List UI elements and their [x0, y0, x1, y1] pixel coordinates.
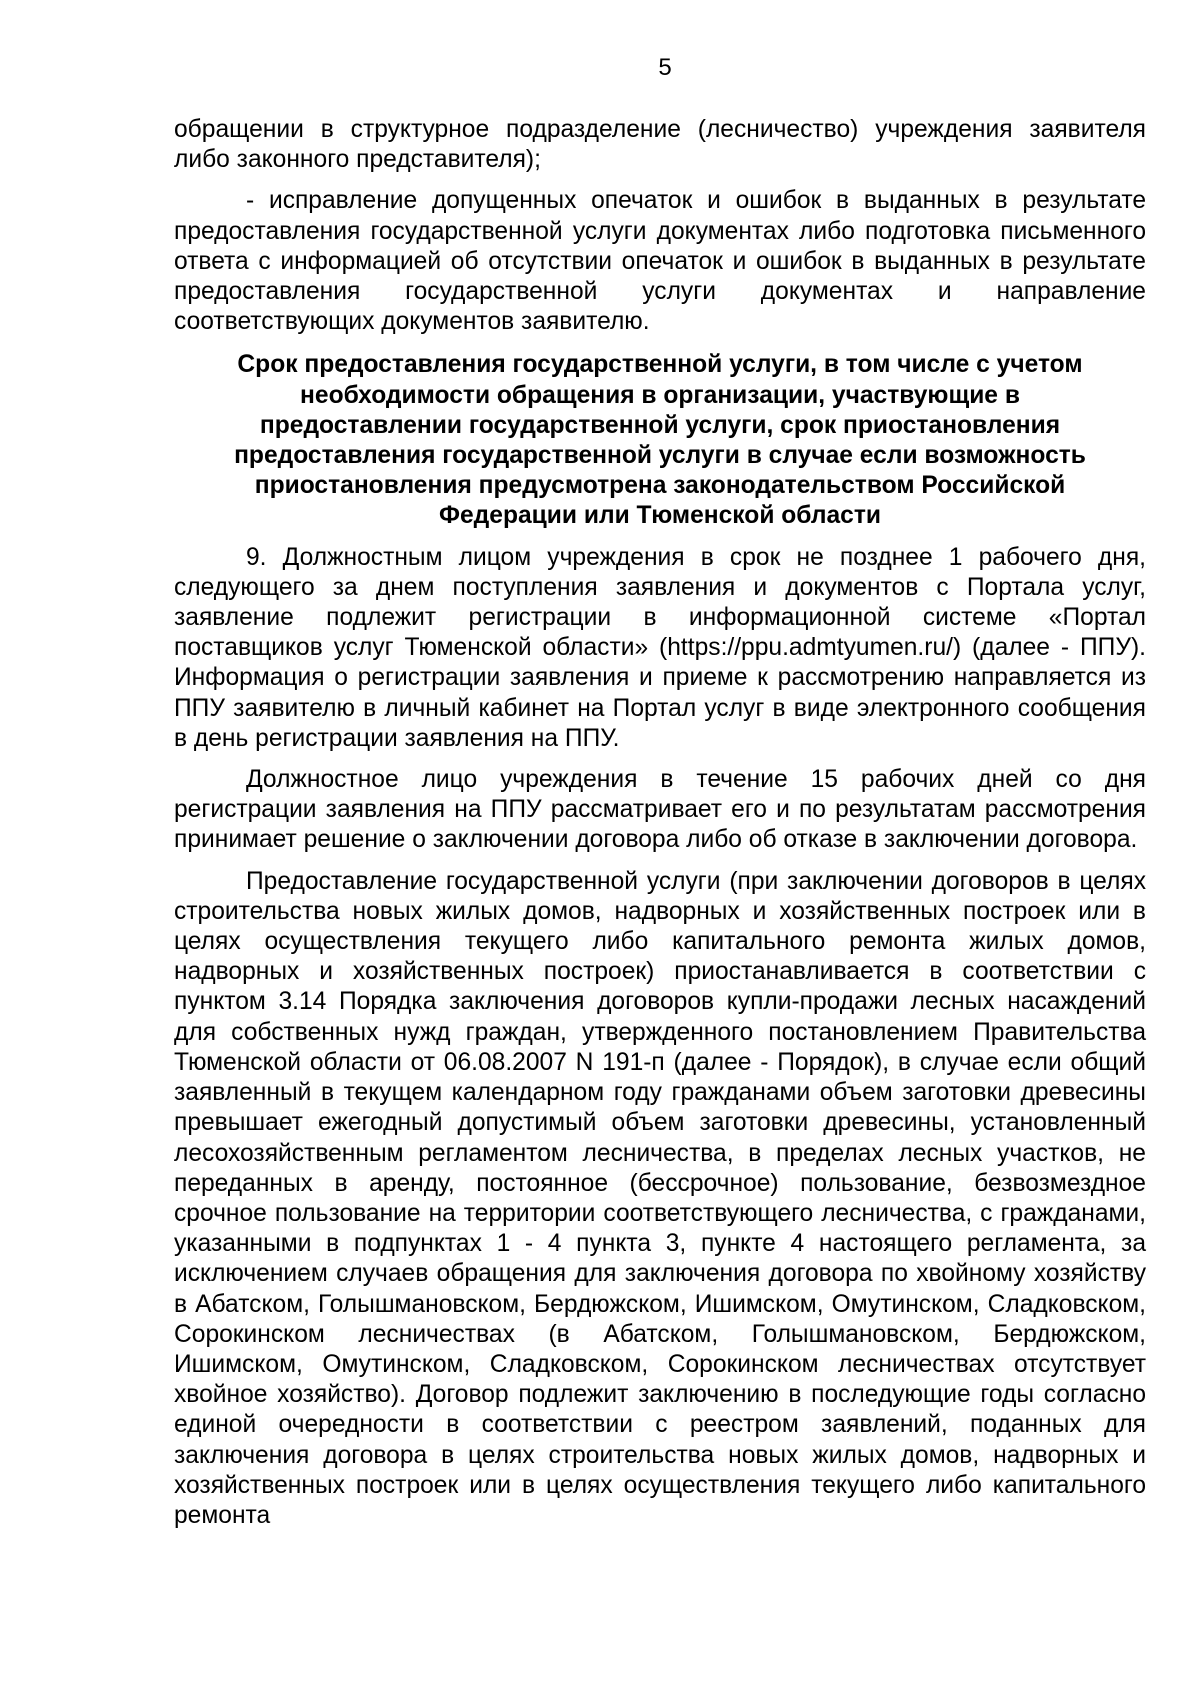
- paragraph-continuation: обращении в структурное подразделение (лесничество) учреждения заявителя либо законного представителя);: [174, 116, 1146, 174]
- page-number: 5: [658, 54, 672, 81]
- heading-line: предоставлении государственной услуги, срок приостановления: [259, 411, 1061, 439]
- heading-line: Срок предоставления государственной услуги, в том числе с учетом: [237, 351, 1083, 379]
- document-body: [174, 115, 1146, 1531]
- section-heading: [174, 350, 1146, 531]
- heading-line: предоставления государственной услуги в случае если возможность: [234, 442, 1086, 470]
- heading-line: приостановления предусмотрена законодательством Российской: [254, 472, 1066, 500]
- paragraph-item-9: 9. Должностным лицом учреждения в срок не позднее 1 рабочего дня, следующего за днем поступления заявления и документов с Портала услуг, заявление подлежит регистрации в информационной системе «Портал поставщиков услуг Тюменской области» (https://ppu.admtyumen.ru/) (далее - ППУ). Информация о регистрации заявления и приеме к рассмотрению направляется из ППУ заявителю в личный кабинет на Портал услуг в виде электронного сообщения в день регистрации заявления на ППУ.: [174, 543, 1146, 752]
- heading-line: Федерации или Тюменской области: [438, 502, 882, 530]
- paragraph-suspension: Предоставление государственной услуги (при заключении договоров в целях строительства новых жилых домов, надворных и хозяйственных построек или в целях осуществления текущего либо капитального ремонта жилых домов, надворных и хозяйственных построек) приостанавливается в соответствии с пунктом 3.14 Порядка заключения договоров купли-продажи лесных насаждений для собственных нужд граждан, утвержденного постановлением Правительства Тюменской области от 06.08.2007 N 191-п (далее - Порядок), в случае если общий заявленный в текущем календарном году гражданами объем заготовки древесины превышает ежегодный допустимый объем заготовки древесины, установленный лесохозяйственным регламентом лесничества, в пределах лесных участков, не переданных в аренду, постоянное (бессрочное) пользование, безвозмездное срочное пользование на территории соответствующего лесничества, с гражданами, указанными в подпунктах 1 - 4 пункта 3, пункте 4 настоящего регламента, за исключением случаев обращения для заключения договора по хвойному хозяйству в Абатском, Голышмановском, Бердюжском, Ишимском, Омутинском, Сладковском, Сорокинском лесничествах (в Абатском, Голышмановском, Бердюжском, Ишимском, Омутинском, Сладковском, Сорокинском лесничествах отсутствует хвойное хозяйство). Договор подлежит заключению в последующие годы согласно единой очередности в соответствии с реестром заявлений, поданных для заключения договора в целях строительства новых жилых домов, надворных и хозяйственных построек или в целях осуществления текущего либо капитального ремонта: [174, 867, 1146, 1529]
- paragraph-review-period: Должностное лицо учреждения в течение 15 рабочих дней со дня регистрации заявления на ППУ рассматривает его и по результатам рассмотрения принимает решение о заключении договора либо об отказе в заключении договора.: [174, 766, 1146, 854]
- heading-line: необходимости обращения в организации, участвующие в: [300, 381, 1020, 409]
- paragraph-corrections: - исправление допущенных опечаток и ошибок в выданных в результате предоставления государственной услуги документах либо подготовка письменного ответа с информацией об отсутствии опечаток и ошибок в выданных в результате предоставления государственной услуги документах и направление соответствующих документов заявителю.: [174, 187, 1146, 336]
